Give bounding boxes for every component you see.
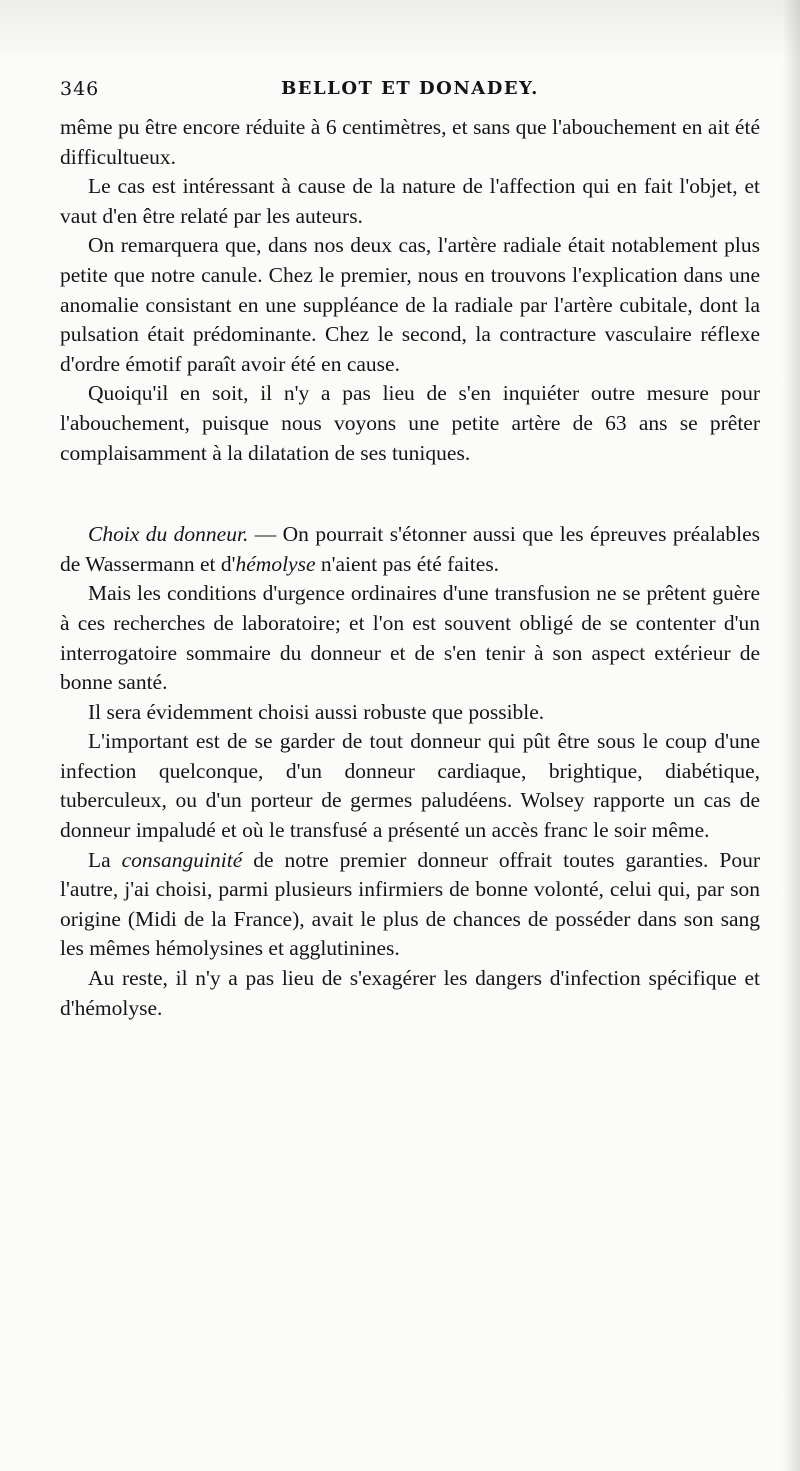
page-number: 346 <box>60 78 100 100</box>
paragraph-3: On remarquera que, dans nos deux cas, l'artère radiale était notablement plus petite que notre canule. Chez le premier, nous en trouvons l'explication dans une anomalie consistant en une suppléance de la radiale par l'artère cubitale, dont la pulsation était prédominante. Chez le second, la contracture vasculaire réflexe d'ordre émotif paraît avoir été en cause. <box>60 233 760 376</box>
paragraph-5-text-b: n'aient pas été faites. <box>315 551 500 576</box>
running-head: BELLOT ET DONADEY. <box>281 78 539 99</box>
scan-shadow-top <box>0 0 800 60</box>
scan-shadow-right <box>782 0 800 1471</box>
paragraph-10: Au reste, il n'y a pas lieu de s'exagérer les dangers d'infection spécifique et d'hémolyse. <box>60 966 760 1020</box>
paragraph-2: Le cas est intéressant à cause de la nature de l'affection qui en fait l'objet, et vaut d'en être relaté par les auteurs. <box>60 174 760 228</box>
page-header <box>60 78 760 108</box>
paragraph-choix-du-donneur <box>60 520 760 579</box>
paragraph-9 <box>60 846 760 964</box>
section-heading: Choix du donneur. <box>88 522 249 547</box>
paragraph-1: même pu être encore réduite à 6 centimètres, et sans que l'abouchement en ait été difficultueux. <box>60 115 760 169</box>
paragraph-8: L'important est de se garder de tout donneur qui pût être sous le coup d'une infection quelconque, d'un donneur cardiaque, brightique, diabétique, tuberculeux, ou d'un porteur de germes paludéens. Wolsey rapporte un cas de donneur impaludé et où le transfusé a présenté un accès franc le soir même. <box>60 729 760 843</box>
paragraph-5-text-a: — On pourrait s'étonner aussi que les épreuves préalables de Wassermann et d' <box>60 522 760 576</box>
body-text <box>60 113 760 1023</box>
paragraph-9-text-a: La <box>88 847 122 872</box>
paragraph-9-text-b: de notre premier donneur offrait toutes garanties. Pour l'autre, j'ai choisi, parmi plusieurs infirmiers de bonne volonté, celui qui, par son origine (Midi de la France), avait le plus de chances de posséder dans son sang les mêmes hémolysines et agglutinines. <box>60 847 760 961</box>
paragraph-6: Mais les conditions d'urgence ordinaires d'une transfusion ne se prêtent guère à ces recherches de laboratoire; et l'on est souvent obligé de se contenter d'un interrogatoire sommaire du donneur et de s'en tenir à son aspect extérieur de bonne santé. <box>60 581 760 695</box>
emphasis-consanguinite: consanguinité <box>121 847 243 872</box>
paragraph-7: Il sera évidemment choisi aussi robuste que possible. <box>88 699 545 724</box>
emphasis-hemolyse: hémolyse <box>235 551 316 576</box>
paragraph-4: Quoiqu'il en soit, il n'y a pas lieu de s'en inquiéter outre mesure pour l'abouchement, puisque nous voyons une petite artère de 63 ans se prêter complaisamment à la dilatation de ses tuniques. <box>60 381 760 465</box>
